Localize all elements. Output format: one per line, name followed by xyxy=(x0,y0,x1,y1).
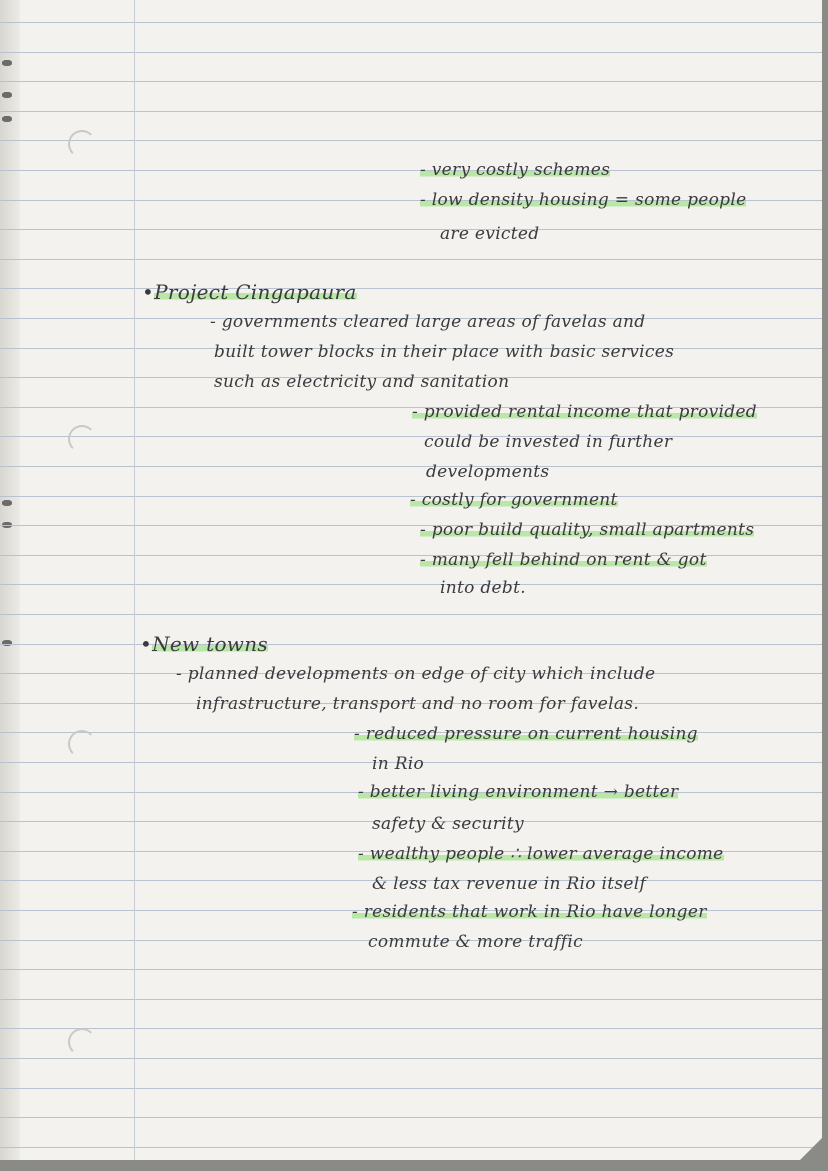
ruled-line xyxy=(0,22,822,23)
note-line: - low density housing = some people xyxy=(420,190,747,210)
note-line: - costly for government xyxy=(410,490,618,510)
note-line: built tower blocks in their place with basic services xyxy=(214,342,675,362)
binding-edge xyxy=(0,0,20,1160)
note-line: - provided rental income that provided xyxy=(412,402,757,422)
punch-hole xyxy=(68,730,96,758)
ruled-line xyxy=(0,644,822,645)
ruled-line xyxy=(0,1028,822,1029)
note-line: in Rio xyxy=(372,754,425,774)
note-line: - many fell behind on rent & got xyxy=(420,550,707,570)
section-heading: •New towns xyxy=(140,632,268,656)
binding-mark xyxy=(2,92,12,98)
punch-hole xyxy=(68,425,96,453)
ruled-line xyxy=(0,436,822,437)
note-line: - reduced pressure on current housing xyxy=(354,724,698,744)
section-heading: •Project Cingapaura xyxy=(142,280,357,304)
ruled-line xyxy=(0,1058,822,1059)
page-corner xyxy=(800,1138,822,1160)
ruled-line xyxy=(0,52,822,53)
ruled-line xyxy=(0,111,822,112)
ruled-line xyxy=(0,614,822,615)
note-line: - planned developments on edge of city which include xyxy=(176,664,656,684)
ruled-line xyxy=(0,999,822,1000)
note-line: commute & more traffic xyxy=(368,932,583,952)
note-line: - poor build quality, small apartments xyxy=(420,520,755,540)
note-line: infrastructure, transport and no room for favelas. xyxy=(196,694,640,714)
note-line: - residents that work in Rio have longer xyxy=(352,902,707,922)
binding-mark xyxy=(2,500,12,506)
note-line: such as electricity and sanitation xyxy=(214,372,510,392)
ruled-line xyxy=(0,170,822,171)
ruled-line xyxy=(0,1088,822,1089)
note-line: - better living environment → better xyxy=(358,782,679,802)
ruled-line xyxy=(0,1117,822,1118)
ruled-line xyxy=(0,1147,822,1148)
note-line: - wealthy people ∴ lower average income xyxy=(358,844,724,864)
note-line: could be invested in further xyxy=(424,432,673,452)
note-line: - very costly schemes xyxy=(420,160,611,180)
ruled-line xyxy=(0,288,822,289)
ruled-line xyxy=(0,81,822,82)
ruled-line xyxy=(0,259,822,260)
note-line: into debt. xyxy=(440,578,526,598)
ruled-line xyxy=(0,584,822,585)
margin-line xyxy=(134,0,135,1160)
note-line: developments xyxy=(426,462,550,482)
punch-hole xyxy=(68,1028,96,1056)
binding-mark xyxy=(2,60,12,66)
ruled-line xyxy=(0,466,822,467)
binding-mark xyxy=(2,116,12,122)
note-line: & less tax revenue in Rio itself xyxy=(372,874,647,894)
ruled-line xyxy=(0,969,822,970)
ruled-line xyxy=(0,229,822,230)
note-line: - governments cleared large areas of favelas and xyxy=(210,312,646,332)
note-line: safety & security xyxy=(372,814,524,834)
ruled-line xyxy=(0,140,822,141)
binding-mark xyxy=(2,640,12,646)
punch-hole xyxy=(68,130,96,158)
note-line: are evicted xyxy=(440,224,540,244)
